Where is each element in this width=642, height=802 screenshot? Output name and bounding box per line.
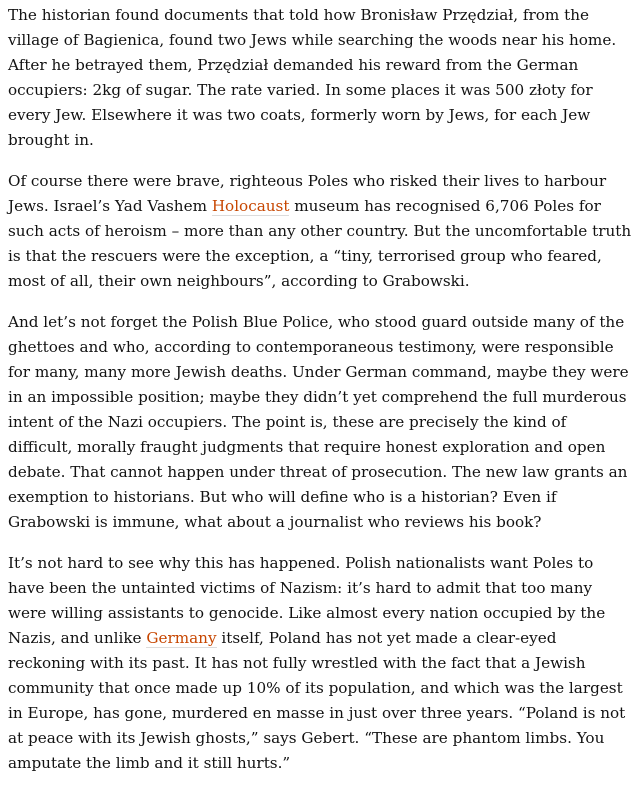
paragraph-text: The historian found documents that told how Bronisław Przędział, from the village of Bagienica, found two Jews while searching the woods near his home. After he betrayed them, Przędział demanded his reward from the German occupiers: 2kg of sugar. The rate varied. In some places it was 500 złoty for every Jew. Elsewhere it was two coats, formerly worn by Jews, for each Jew brought in.	[8, 6, 617, 149]
germany-link[interactable]: Germany	[146, 629, 217, 647]
paragraph-text: itself, Poland has not yet made a clear-eyed reckoning with its past. It has not fully wrestled with the fact that a Jewish community that once made up 10% of its population, and which was the largest in Europe, has gone, murdered en masse in just over three years. “Poland is not at peace with its Jewish ghosts,” says Gebert. “These are phantom limbs. You amputate the limb and it still hurts.”	[8, 629, 626, 772]
holocaust-link[interactable]: Holocaust	[211, 197, 290, 215]
paragraph-text: museum has recognised 6,706 Poles for such acts of heroism – more than any other country. But the uncomfortable truth is that the rescuers were the exception, a “tiny, terrorised group who feared, most of all, their own neighbours”, according to Grabowski.	[8, 197, 632, 290]
paragraph-3	[8, 310, 632, 535]
paragraph-4	[8, 551, 632, 776]
paragraph-1	[8, 3, 632, 153]
paragraph-text: Of course there were brave, righteous Poles who risked their lives to harbour Jews. Israel’s Yad Vashem	[8, 172, 607, 215]
paragraph-2	[8, 169, 632, 294]
paragraph-text: It’s not hard to see why this has happened. Polish nationalists want Poles to have been the untainted victims of Nazism: it’s hard to admit that too many were willing assistants to genocide. Like almost every nation occupied by the Nazis, and unlike	[8, 554, 606, 647]
paragraph-text: And let’s not forget the Polish Blue Police, who stood guard outside many of the ghettoes and who, according to contemporaneous testimony, were responsible for many, many more Jewish deaths. Under German command, maybe they were in an impossible position; maybe they didn’t yet comprehend the full murderous intent of the Nazi occupiers. The point is, these are precisely the kind of difficult, morally fraught judgments that require honest exploration and open debate. That cannot happen under threat of prosecution. The new law grants an exemption to historians. But who will define who is a historian? Even if Grabowski is immune, what about a journalist who reviews his book?	[8, 313, 629, 531]
